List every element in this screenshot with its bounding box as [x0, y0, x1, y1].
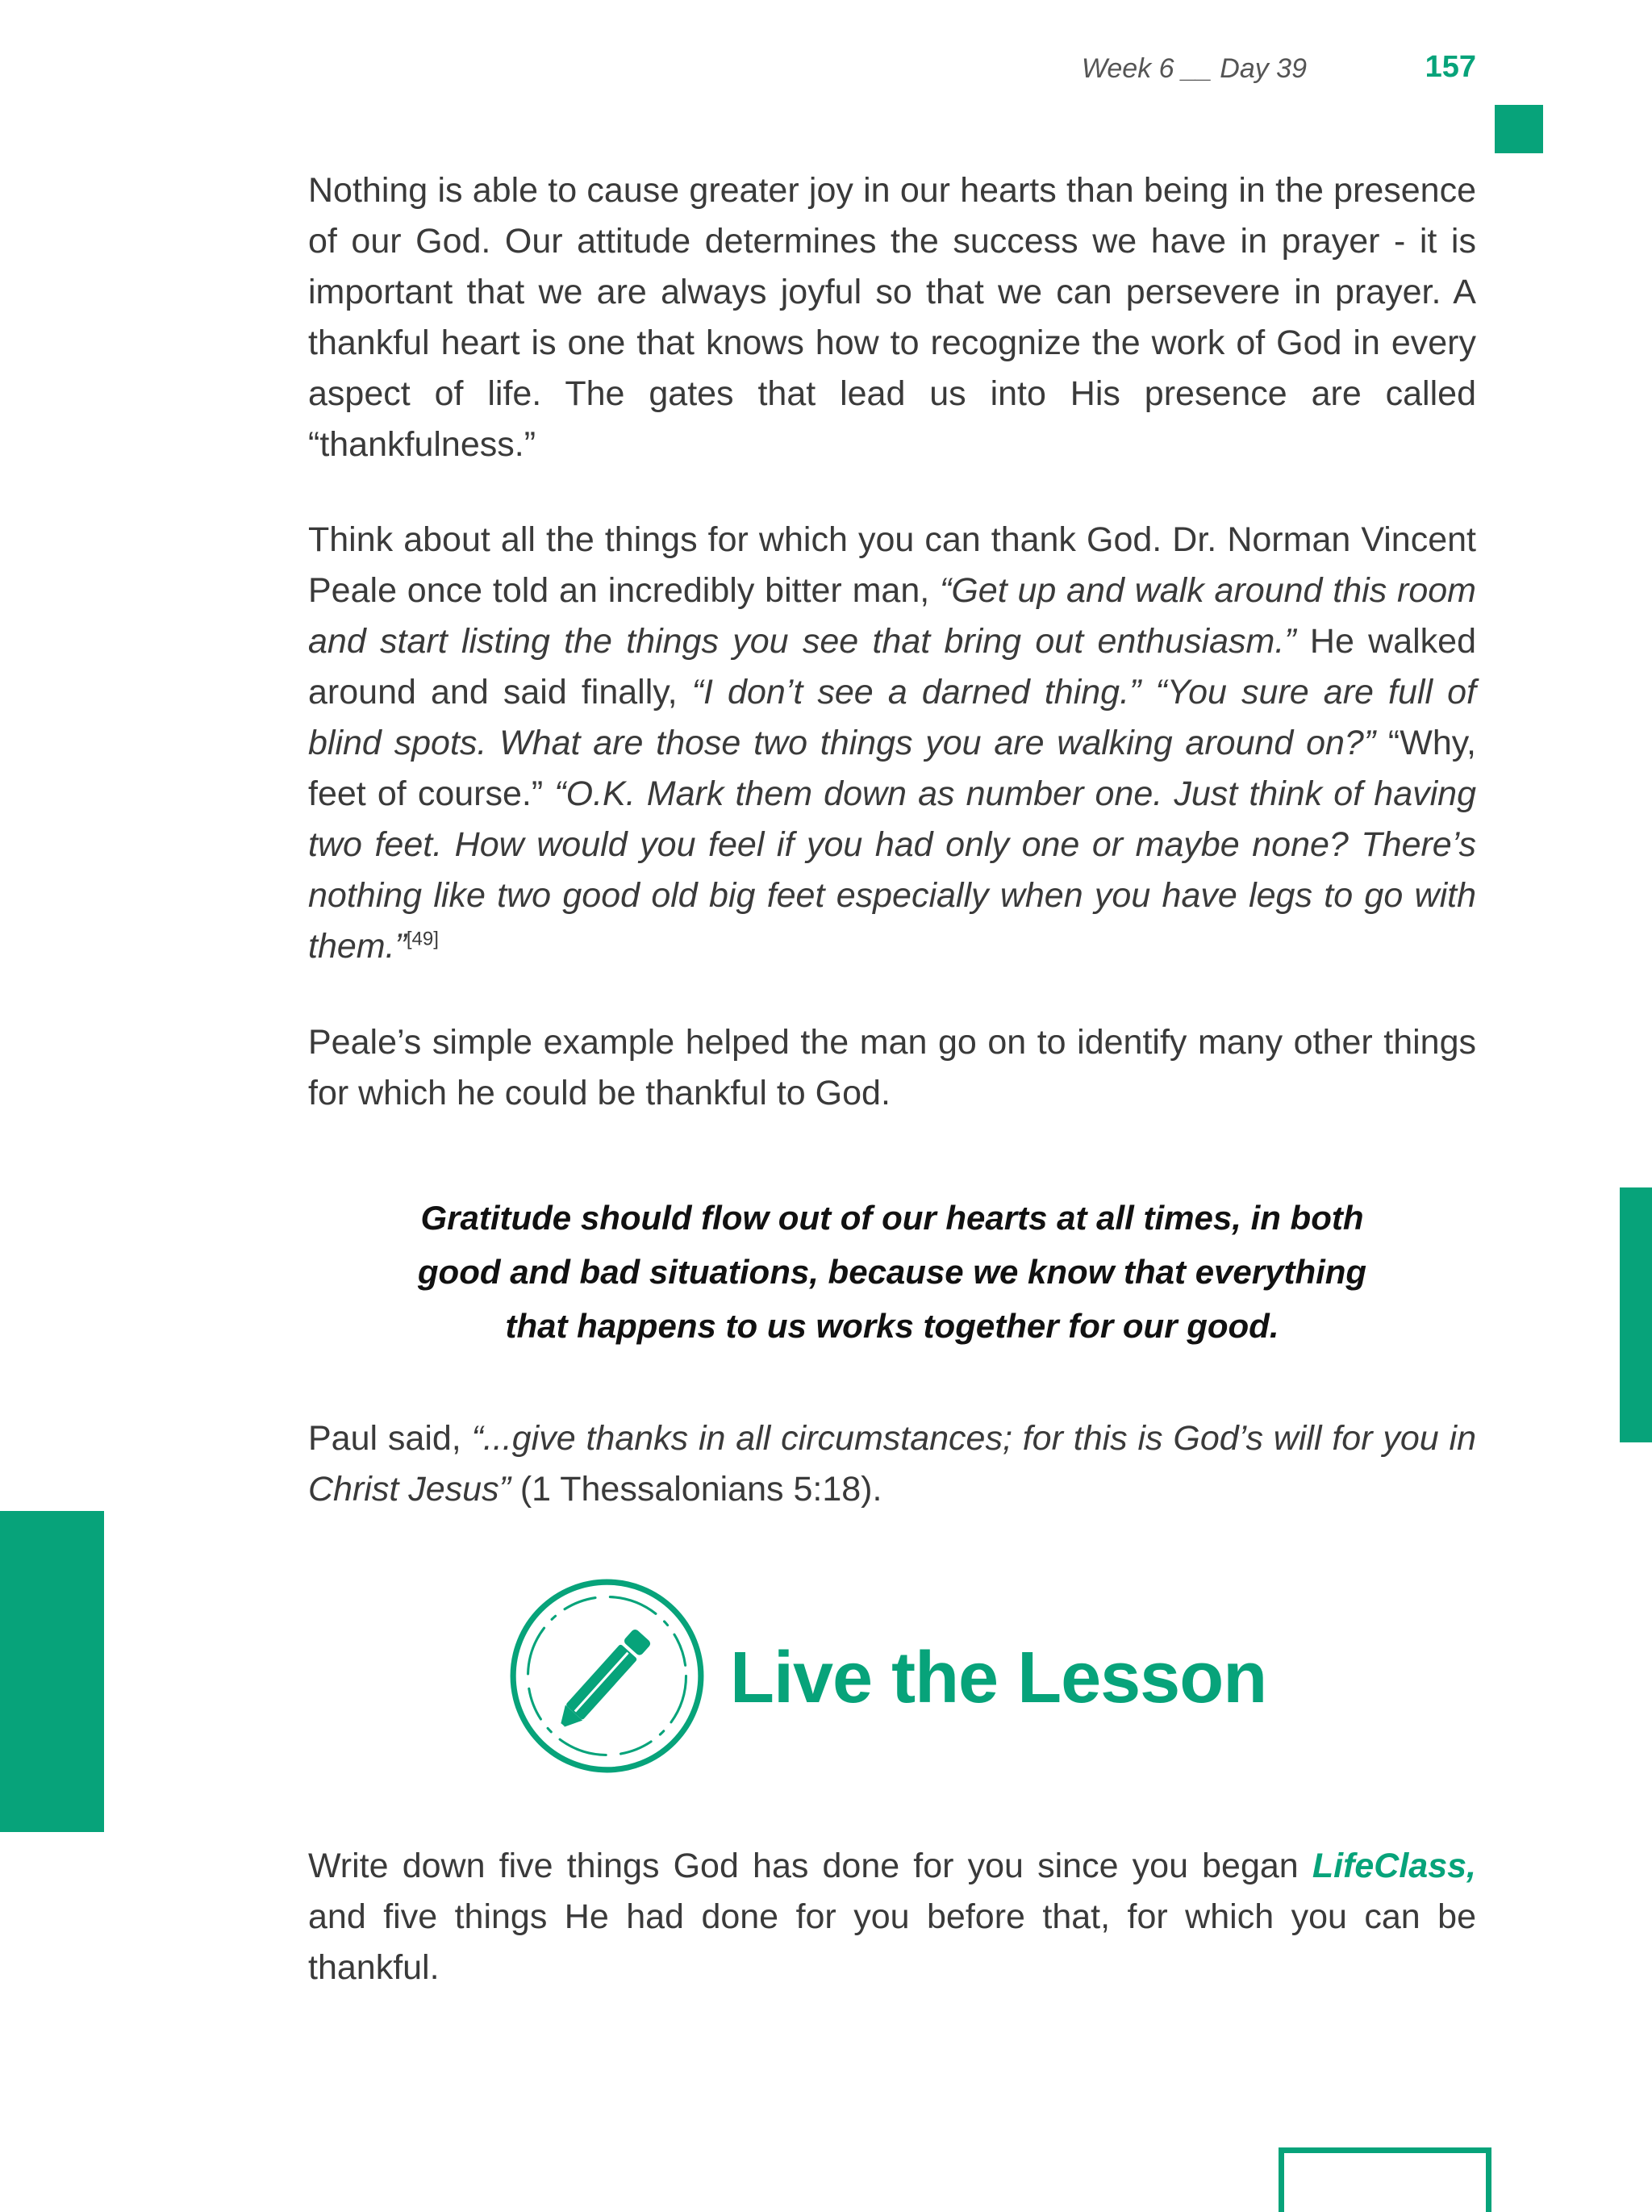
pull-quote-line: good and bad situations, because we know that everything — [417, 1253, 1367, 1291]
lesson-title: Live the Lesson — [730, 1638, 1267, 1718]
peale-quote-3: “O.K. Mark them down as number one. Just think of having two feet. How would you feel if you had only one or maybe none? There’s nothing like two good old big feet especially when you have legs to go with them.” — [308, 774, 1476, 966]
paragraph-assignment — [308, 1841, 1476, 1993]
footnote-marker[interactable]: [49] — [406, 928, 439, 950]
peale-quote-2: “I don’t see a darned thing.” “You sure are full of blind spots. What are those two things you are walking around on?” — [308, 673, 1476, 762]
paul-text-1: Paul said, — [308, 1419, 472, 1458]
peale-text-1: Think about all the things for which you can thank God. Dr. Norman Vincent Peale once told an incredibly bitter man, — [308, 520, 1476, 610]
assignment-text-2: and five things He had done for you before that, for which you can be thankful. — [308, 1897, 1476, 1987]
paragraph-peale-story — [308, 515, 1476, 972]
lifeclass-brand: LifeClass, — [1312, 1847, 1476, 1885]
peale-text-3: “Why, feet of course.” — [308, 724, 1476, 813]
paul-reference: (1 Thessalonians 5:18). — [510, 1470, 882, 1509]
assignment-text-1: Write down five things God has done for you since you began — [308, 1847, 1312, 1885]
thumb-tab-left — [0, 1511, 104, 1832]
pencil-in-circle-icon — [508, 1577, 706, 1775]
peale-text-2: He walked around and said finally, — [308, 622, 1476, 712]
thumb-tab-marker — [1495, 105, 1543, 153]
pull-quote-line: Gratitude should flow out of our hearts at all times, in both — [420, 1199, 1364, 1237]
pull-quote-line: that happens to us works together for our good. — [505, 1307, 1279, 1345]
paragraph-paul-said — [308, 1413, 1476, 1515]
paul-scripture-quote: “...give thanks in all circumstances; for this is God’s will for you in Christ Jesus” — [308, 1419, 1476, 1509]
paragraph-peale-example: Peale’s simple example helped the man go on to identify many other things for which he could be thankful to God. — [308, 1023, 1476, 1112]
bottom-tab-outline — [1279, 2147, 1491, 2212]
page-number: 157 — [1425, 50, 1476, 84]
paragraph-joy: Nothing is able to cause greater joy in our hearts than being in the presence of our God. Our attitude determines the success we have in prayer - it is important that we are always joyful so that we can persevere in prayer. A thankful heart is one that knows how to recognize the work of God in every aspect of life. The gates that lead us into His presence are called “thankfulness.” — [308, 171, 1476, 464]
thumb-tab-right — [1620, 1187, 1652, 1442]
running-head: Week 6 __ Day 39 — [1081, 53, 1307, 84]
peale-quote-1: “Get up and walk around this room and start listing the things you see that bring out enthusiasm.” — [308, 571, 1476, 661]
pull-quote — [347, 1191, 1437, 1353]
